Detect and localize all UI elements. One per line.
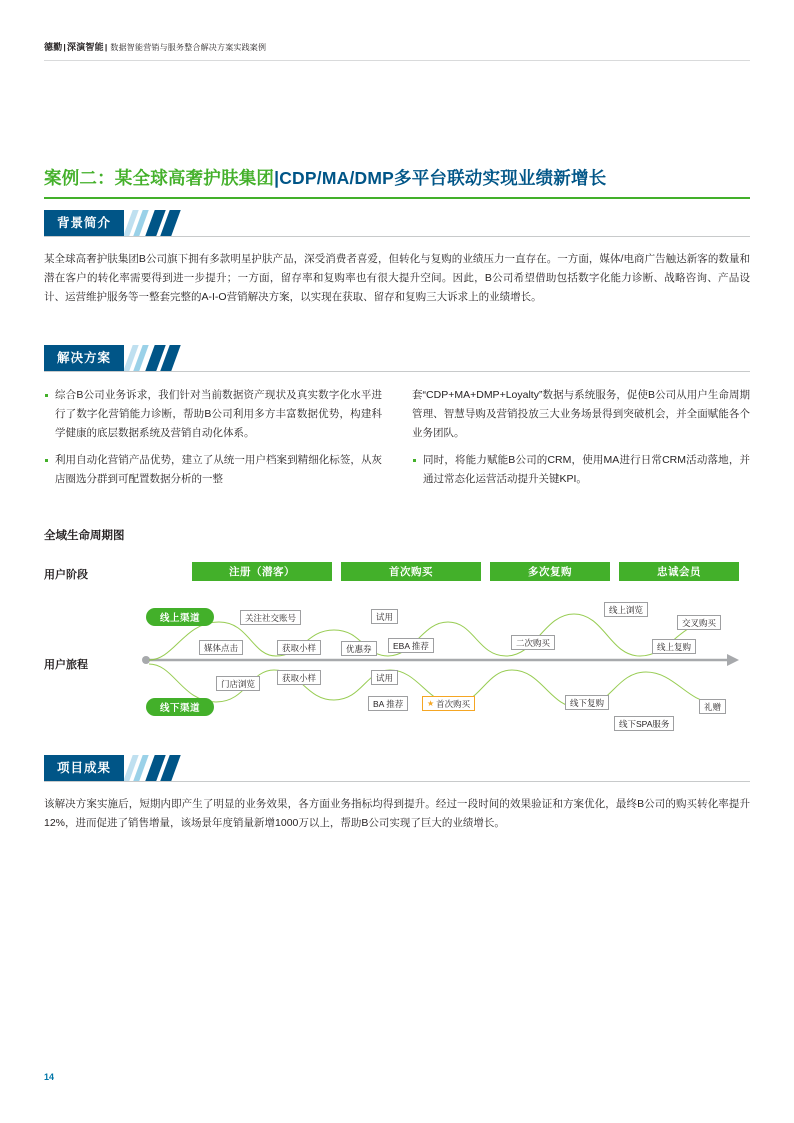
section-divider-results — [44, 781, 750, 782]
stage-bar-register: 注册（潜客） — [192, 562, 332, 581]
stage-bar-loyal-member: 忠诚会员 — [619, 562, 739, 581]
header-separator-2: | — [104, 42, 108, 52]
lifecycle-diagram — [44, 552, 750, 747]
header-subtitle: 数据智能营销与服务整合解决方案实践案例 — [110, 43, 267, 52]
brand-name-secondary: 深演智能 — [67, 42, 104, 52]
journey-node: 线下复购 — [565, 695, 609, 710]
section-label-solution — [44, 345, 186, 371]
page-title — [44, 165, 750, 190]
section-label-decoration — [124, 210, 186, 236]
journey-node: 线下SPA服务 — [614, 716, 674, 731]
section-divider-background — [44, 236, 750, 237]
journey-node-highlight — [422, 696, 475, 711]
case-title-underline — [44, 197, 750, 199]
journey-node: 礼赠 — [699, 699, 726, 714]
case-title-block — [44, 165, 750, 199]
journey-node-highlight-label: 首次购买 — [436, 698, 471, 709]
journey-node: 线上复购 — [652, 639, 696, 654]
solution-column-right — [412, 386, 750, 497]
journey-node: 获取小样 — [277, 640, 321, 655]
list-item: 利用自动化营销产品优势，建立了从统一用户档案到精细化标签，从灰店圈选分群到可配置数据分析的一整 — [44, 451, 382, 489]
journey-node: 门店浏览 — [216, 676, 260, 691]
section-divider-solution — [44, 371, 750, 372]
journey-node: 试用 — [371, 609, 398, 624]
channel-pill-offline: 线下渠道 — [146, 698, 214, 716]
section-label-decoration — [124, 345, 186, 371]
section-label-decoration — [124, 755, 186, 781]
diagram-row-label-journey: 用户旅程 — [44, 659, 88, 671]
solution-columns — [44, 386, 750, 497]
list-item: 同时，将能力赋能B公司的CRM，使用MA进行日常CRM活动落地，并通过常态化运营活动提升关键KPI。 — [412, 451, 750, 489]
journey-node: BA 推荐 — [368, 696, 408, 711]
page-number: 14 — [44, 1072, 55, 1082]
journey-node: 试用 — [371, 670, 398, 685]
case-title-divider: | — [274, 168, 280, 188]
header-divider — [44, 60, 750, 61]
journey-node: 获取小样 — [277, 670, 321, 685]
case-title-blue: CDP/MA/DMP多平台联动实现业绩新增长 — [279, 168, 607, 188]
section-label-solution-text: 解决方案 — [44, 345, 124, 371]
star-icon: ★ — [427, 699, 435, 708]
section-label-results — [44, 755, 186, 781]
diagram-title: 全域生命周期图 — [44, 530, 125, 542]
stage-bar-first-purchase: 首次购买 — [341, 562, 481, 581]
section-label-results-text: 项目成果 — [44, 755, 124, 781]
journey-node: EBA 推荐 — [388, 638, 434, 653]
solution-column-left — [44, 386, 382, 497]
journey-node: 二次购买 — [511, 635, 555, 650]
diagram-row-label-stage: 用户阶段 — [44, 569, 88, 581]
brand-name: 德勤 — [44, 42, 63, 52]
solution-right-lead: 套“CDP+MA+DMP+Loyalty”数据与系统服务，促使B公司从用户生命周期管理、智慧导购及营销投放三大业务场景得到突破机会，并全面赋能各个业务团队。 — [412, 389, 750, 439]
stage-bar-repeat-purchase: 多次复购 — [490, 562, 610, 581]
background-paragraph: 某全球高奢护肤集团B公司旗下拥有多款明星护肤产品，深受消费者喜爱，但转化与复购的业绩压力一直存在。一方面，媒体/电商广告触达新客的数量和潜在客户的转化率需要得到进一步提升；一方面，留存率和复购率也有很大提升空间。因此，B公司希望借助包括数字化能力诊断、战略咨询、产品设计、运营维护服务等一整套完整的A-I-O营销解决方案，以实现在获取、留存和复购三大诉求上的业绩增长。 — [44, 253, 750, 303]
header-separator-1: | — [63, 42, 66, 52]
journey-node: 优惠券 — [341, 641, 377, 656]
channel-pill-online: 线上渠道 — [146, 608, 214, 626]
list-item: 综合B公司业务诉求，我们针对当前数据资产现状及真实数字化水平进行了数字化营销能力诊断，帮助B公司利用多方丰富数据优势，构建科学健康的底层数据系统及营销自动化体系。 — [44, 386, 382, 443]
results-paragraph: 该解决方案实施后，短期内即产生了明显的业务效果，各方面业务指标均得到提升。经过一段时间的效果验证和方案优化，最终B公司的购买转化率提升12%，进而促进了销售增量，该场景年度销量新增1000万以上，帮助B公司实现了巨大的业绩增长。 — [44, 798, 750, 829]
section-label-background — [44, 210, 186, 236]
case-title-green: 案例二：某全球高奢护肤集团 — [44, 168, 275, 188]
journey-node: 线上浏览 — [604, 602, 648, 617]
page-header — [44, 40, 750, 53]
journey-node: 媒体点击 — [199, 640, 243, 655]
section-label-background-text: 背景简介 — [44, 210, 124, 236]
journey-node: 交叉购买 — [677, 615, 721, 630]
journey-node: 关注社交账号 — [240, 610, 301, 625]
